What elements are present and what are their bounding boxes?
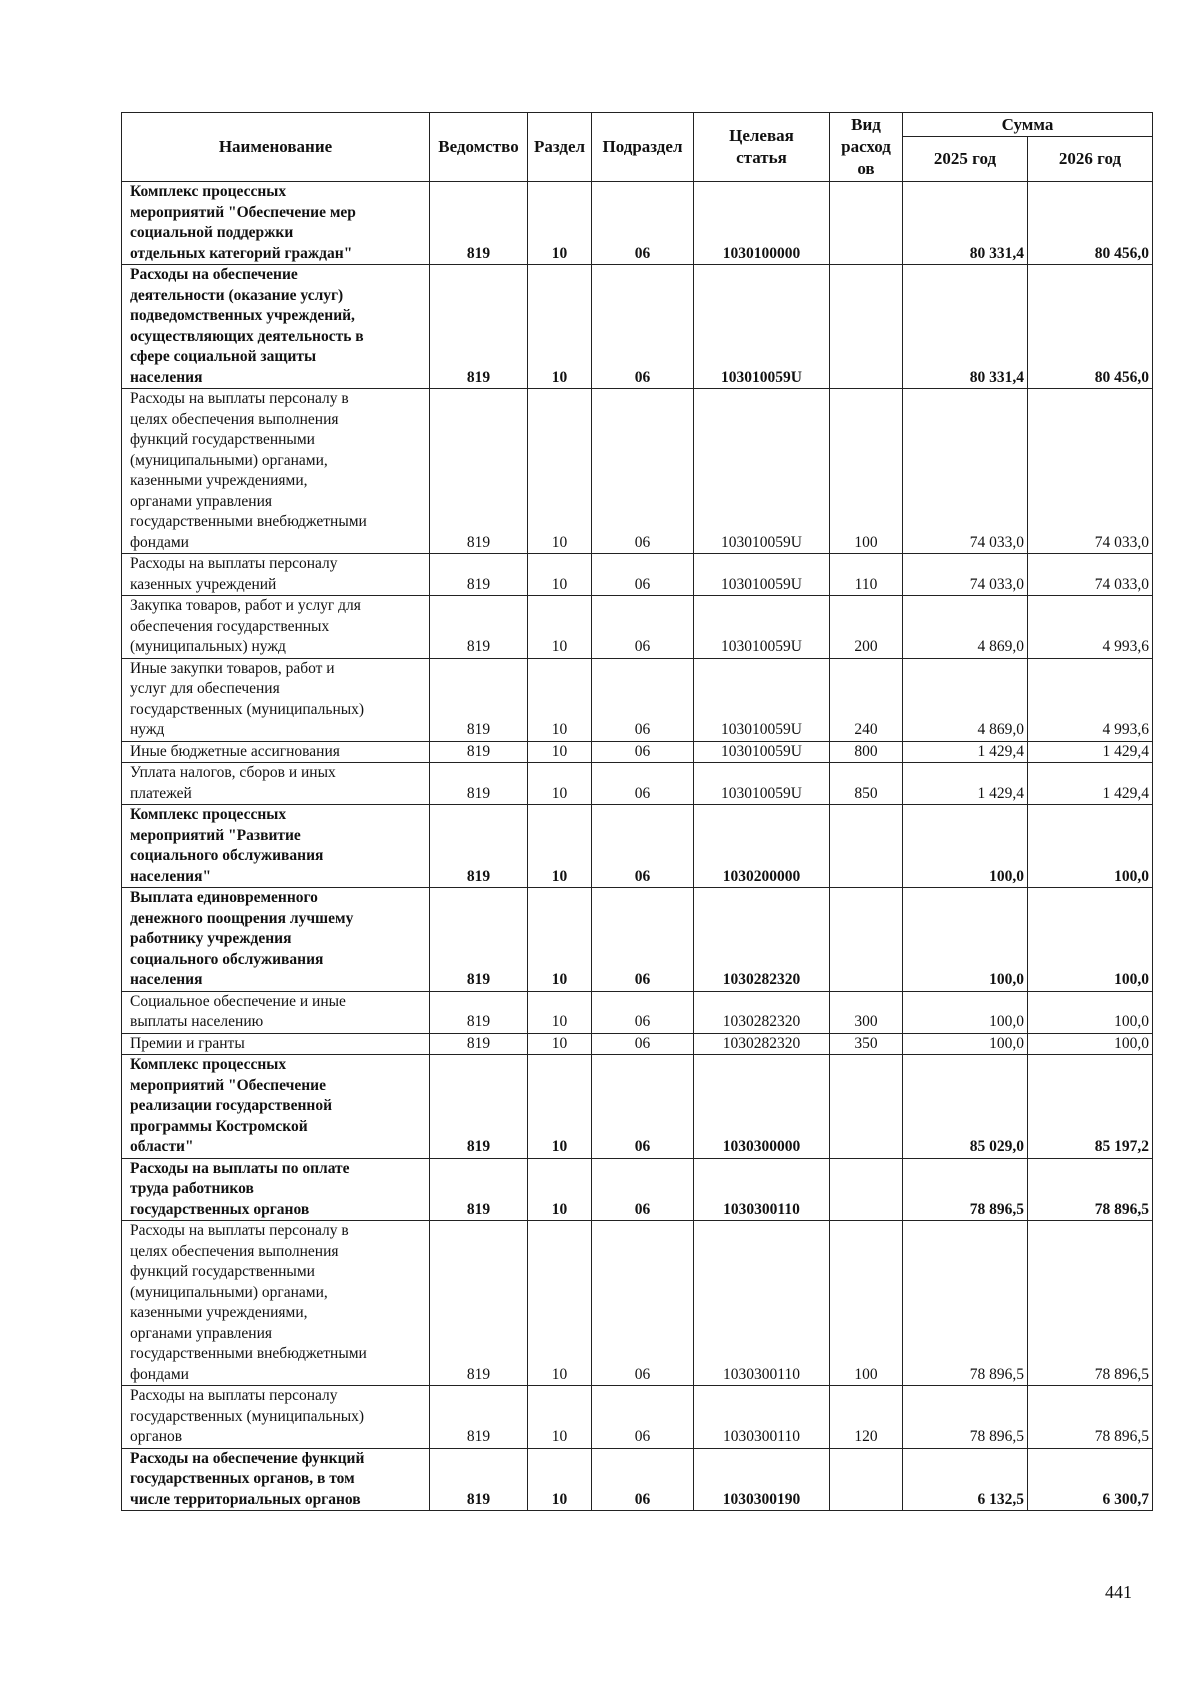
budget-table-container <box>121 112 1152 1511</box>
row-exp-type-cell <box>830 182 903 265</box>
table-header <box>122 113 1153 182</box>
row-sum-2026-cell: 78 896,5 <box>1028 1386 1153 1449</box>
row-sum-2025-cell: 4 869,0 <box>903 596 1028 659</box>
table-row <box>122 658 1153 741</box>
row-exp-type-cell <box>830 805 903 888</box>
row-dept-cell: 819 <box>430 805 528 888</box>
row-dept-cell: 819 <box>430 554 528 596</box>
row-subsection-cell: 06 <box>592 182 694 265</box>
table-row <box>122 1055 1153 1159</box>
row-target-cell: 1030300110 <box>694 1221 830 1386</box>
row-sum-2025-cell: 85 029,0 <box>903 1055 1028 1159</box>
row-subsection-cell: 06 <box>592 389 694 554</box>
row-sum-2026-cell: 100,0 <box>1028 888 1153 992</box>
row-dept-cell: 819 <box>430 741 528 763</box>
row-subsection-cell: 06 <box>592 658 694 741</box>
row-sum-2026-cell: 80 456,0 <box>1028 182 1153 265</box>
row-subsection-cell: 06 <box>592 763 694 805</box>
table-body <box>122 182 1153 1511</box>
row-sum-2025-cell: 1 429,4 <box>903 763 1028 805</box>
row-section-cell: 10 <box>528 888 592 992</box>
row-subsection-cell: 06 <box>592 1158 694 1221</box>
row-exp-type-cell: 800 <box>830 741 903 763</box>
row-dept-cell: 819 <box>430 1448 528 1511</box>
header-target: Целевая статья <box>694 113 830 182</box>
row-sum-2025-cell: 6 132,5 <box>903 1448 1028 1511</box>
row-subsection-cell: 06 <box>592 265 694 389</box>
table-row <box>122 182 1153 265</box>
row-exp-type-cell: 120 <box>830 1386 903 1449</box>
row-sum-2026-cell: 100,0 <box>1028 991 1153 1033</box>
row-sum-2026-cell: 4 993,6 <box>1028 658 1153 741</box>
row-sum-2025-cell: 100,0 <box>903 991 1028 1033</box>
row-name-cell: Расходы на выплаты по оплате труда работников государственных органов <box>122 1158 430 1221</box>
row-sum-2026-cell: 85 197,2 <box>1028 1055 1153 1159</box>
header-name: Наименование <box>122 113 430 182</box>
row-name-cell: Комплекс процессных мероприятий "Обеспечение мер социальной поддержки отдельных категорий граждан" <box>122 182 430 265</box>
row-target-cell: 103010059U <box>694 554 830 596</box>
row-sum-2025-cell: 4 869,0 <box>903 658 1028 741</box>
row-exp-type-cell: 200 <box>830 596 903 659</box>
row-exp-type-cell <box>830 265 903 389</box>
row-target-cell: 103010059U <box>694 596 830 659</box>
row-sum-2025-cell: 80 331,4 <box>903 265 1028 389</box>
row-subsection-cell: 06 <box>592 1221 694 1386</box>
row-sum-2026-cell: 100,0 <box>1028 1033 1153 1055</box>
row-sum-2026-cell: 100,0 <box>1028 805 1153 888</box>
row-sum-2026-cell: 6 300,7 <box>1028 1448 1153 1511</box>
header-subsection: Подраздел <box>592 113 694 182</box>
row-subsection-cell: 06 <box>592 888 694 992</box>
row-subsection-cell: 06 <box>592 1033 694 1055</box>
row-sum-2026-cell: 1 429,4 <box>1028 763 1153 805</box>
budget-table <box>121 112 1153 1511</box>
header-section: Раздел <box>528 113 592 182</box>
row-dept-cell: 819 <box>430 1221 528 1386</box>
row-sum-2025-cell: 78 896,5 <box>903 1221 1028 1386</box>
row-subsection-cell: 06 <box>592 991 694 1033</box>
row-sum-2026-cell: 74 033,0 <box>1028 389 1153 554</box>
row-name-cell: Расходы на выплаты персоналу государственных (муниципальных) органов <box>122 1386 430 1449</box>
row-target-cell: 1030300110 <box>694 1158 830 1221</box>
row-subsection-cell: 06 <box>592 805 694 888</box>
row-sum-2025-cell: 78 896,5 <box>903 1386 1028 1449</box>
table-row <box>122 1448 1153 1511</box>
table-row <box>122 1033 1153 1055</box>
row-name-cell: Комплекс процессных мероприятий "Обеспечение реализации государственной программы Костромской области" <box>122 1055 430 1159</box>
row-dept-cell: 819 <box>430 265 528 389</box>
row-dept-cell: 819 <box>430 596 528 659</box>
row-section-cell: 10 <box>528 1033 592 1055</box>
row-exp-type-cell <box>830 888 903 992</box>
row-sum-2026-cell: 80 456,0 <box>1028 265 1153 389</box>
row-section-cell: 10 <box>528 1448 592 1511</box>
row-exp-type-cell: 110 <box>830 554 903 596</box>
table-row <box>122 554 1153 596</box>
row-section-cell: 10 <box>528 1055 592 1159</box>
row-target-cell: 1030300190 <box>694 1448 830 1511</box>
row-dept-cell: 819 <box>430 1158 528 1221</box>
row-section-cell: 10 <box>528 805 592 888</box>
row-exp-type-cell: 350 <box>830 1033 903 1055</box>
page-number: 441 <box>1105 1582 1132 1602</box>
table-row <box>122 805 1153 888</box>
row-sum-2026-cell: 78 896,5 <box>1028 1221 1153 1386</box>
row-sum-2025-cell: 1 429,4 <box>903 741 1028 763</box>
row-dept-cell: 819 <box>430 1055 528 1159</box>
row-sum-2026-cell: 78 896,5 <box>1028 1158 1153 1221</box>
header-year-2026: 2026 год <box>1028 137 1153 182</box>
row-dept-cell: 819 <box>430 991 528 1033</box>
row-section-cell: 10 <box>528 265 592 389</box>
row-exp-type-cell: 850 <box>830 763 903 805</box>
row-section-cell: 10 <box>528 658 592 741</box>
row-target-cell: 1030100000 <box>694 182 830 265</box>
row-section-cell: 10 <box>528 1386 592 1449</box>
row-dept-cell: 819 <box>430 389 528 554</box>
table-row <box>122 741 1153 763</box>
row-name-cell: Комплекс процессных мероприятий "Развитие социального обслуживания населения" <box>122 805 430 888</box>
row-target-cell: 103010059U <box>694 763 830 805</box>
row-sum-2026-cell: 74 033,0 <box>1028 554 1153 596</box>
row-name-cell: Иные закупки товаров, работ и услуг для обеспечения государственных (муниципальных) нужд <box>122 658 430 741</box>
row-target-cell: 1030282320 <box>694 1033 830 1055</box>
table-row <box>122 763 1153 805</box>
row-subsection-cell: 06 <box>592 1448 694 1511</box>
table-row <box>122 1221 1153 1386</box>
row-name-cell: Расходы на выплаты персоналу в целях обеспечения выполнения функций государственными (муниципальными) органами, казенными учреждениями, органами управления государственными внебюджетными фондами <box>122 1221 430 1386</box>
row-sum-2025-cell: 100,0 <box>903 1033 1028 1055</box>
header-sum: Сумма <box>903 113 1153 137</box>
row-name-cell: Иные бюджетные ассигнования <box>122 741 430 763</box>
row-target-cell: 1030200000 <box>694 805 830 888</box>
row-sum-2025-cell: 74 033,0 <box>903 554 1028 596</box>
row-target-cell: 1030300000 <box>694 1055 830 1159</box>
row-dept-cell: 819 <box>430 763 528 805</box>
row-exp-type-cell <box>830 1055 903 1159</box>
row-sum-2025-cell: 74 033,0 <box>903 389 1028 554</box>
row-name-cell: Выплата единовременного денежного поощрения лучшему работнику учреждения социального обслуживания населения <box>122 888 430 992</box>
table-row <box>122 1386 1153 1449</box>
table-row <box>122 389 1153 554</box>
row-target-cell: 103010059U <box>694 741 830 763</box>
row-name-cell: Премии и гранты <box>122 1033 430 1055</box>
header-exp-type: Вид расход ов <box>830 113 903 182</box>
row-name-cell: Расходы на выплаты персоналу казенных учреждений <box>122 554 430 596</box>
row-sum-2025-cell: 78 896,5 <box>903 1158 1028 1221</box>
row-target-cell: 103010059U <box>694 658 830 741</box>
row-name-cell: Расходы на обеспечение деятельности (оказание услуг) подведомственных учреждений, осуществляющих деятельность в сфере социальной защиты населения <box>122 265 430 389</box>
row-subsection-cell: 06 <box>592 1055 694 1159</box>
row-target-cell: 1030282320 <box>694 888 830 992</box>
table-row <box>122 1158 1153 1221</box>
table-row <box>122 888 1153 992</box>
row-section-cell: 10 <box>528 991 592 1033</box>
row-target-cell: 103010059U <box>694 389 830 554</box>
row-section-cell: 10 <box>528 1158 592 1221</box>
row-sum-2026-cell: 4 993,6 <box>1028 596 1153 659</box>
row-dept-cell: 819 <box>430 658 528 741</box>
row-subsection-cell: 06 <box>592 741 694 763</box>
row-name-cell: Социальное обеспечение и иные выплаты населению <box>122 991 430 1033</box>
header-dept: Ведомство <box>430 113 528 182</box>
row-section-cell: 10 <box>528 389 592 554</box>
row-dept-cell: 819 <box>430 182 528 265</box>
row-target-cell: 103010059U <box>694 265 830 389</box>
row-dept-cell: 819 <box>430 888 528 992</box>
row-sum-2026-cell: 1 429,4 <box>1028 741 1153 763</box>
row-exp-type-cell: 300 <box>830 991 903 1033</box>
row-subsection-cell: 06 <box>592 554 694 596</box>
row-sum-2025-cell: 100,0 <box>903 888 1028 992</box>
table-row <box>122 991 1153 1033</box>
row-exp-type-cell: 240 <box>830 658 903 741</box>
row-name-cell: Расходы на выплаты персоналу в целях обеспечения выполнения функций государственными (муниципальными) органами, казенными учреждениями, органами управления государственными внебюджетными фондами <box>122 389 430 554</box>
row-dept-cell: 819 <box>430 1386 528 1449</box>
table-row <box>122 596 1153 659</box>
row-target-cell: 1030300110 <box>694 1386 830 1449</box>
row-section-cell: 10 <box>528 182 592 265</box>
row-name-cell: Расходы на обеспечение функций государственных органов, в том числе территориальных органов <box>122 1448 430 1511</box>
row-dept-cell: 819 <box>430 1033 528 1055</box>
row-section-cell: 10 <box>528 596 592 659</box>
row-section-cell: 10 <box>528 1221 592 1386</box>
row-exp-type-cell: 100 <box>830 389 903 554</box>
row-exp-type-cell <box>830 1448 903 1511</box>
row-subsection-cell: 06 <box>592 1386 694 1449</box>
row-sum-2025-cell: 100,0 <box>903 805 1028 888</box>
row-section-cell: 10 <box>528 763 592 805</box>
row-section-cell: 10 <box>528 741 592 763</box>
row-subsection-cell: 06 <box>592 596 694 659</box>
header-year-2025: 2025 год <box>903 137 1028 182</box>
row-exp-type-cell <box>830 1158 903 1221</box>
row-name-cell: Уплата налогов, сборов и иных платежей <box>122 763 430 805</box>
row-section-cell: 10 <box>528 554 592 596</box>
row-exp-type-cell: 100 <box>830 1221 903 1386</box>
row-target-cell: 1030282320 <box>694 991 830 1033</box>
row-sum-2025-cell: 80 331,4 <box>903 182 1028 265</box>
table-row <box>122 265 1153 389</box>
row-name-cell: Закупка товаров, работ и услуг для обеспечения государственных (муниципальных) нужд <box>122 596 430 659</box>
